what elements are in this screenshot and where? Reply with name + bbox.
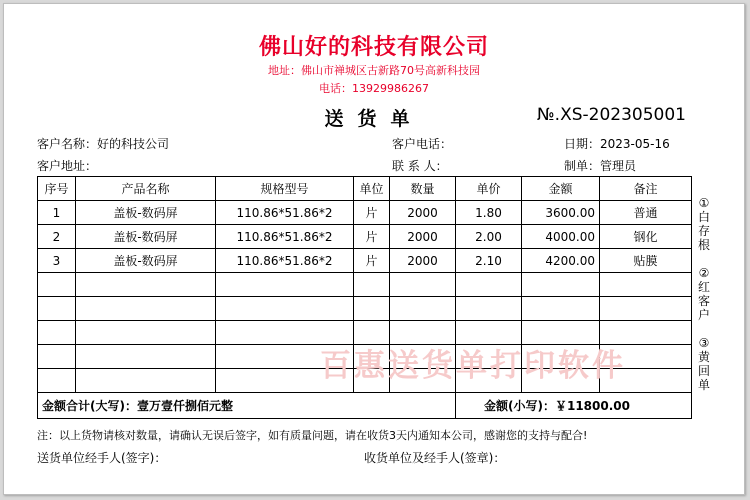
cell-unit: 片: [354, 201, 390, 225]
header-cell: 产品名称: [76, 177, 216, 201]
footer-note: 注：以上货物请核对数量，请确认无误后签字，如有质量问题，请在收货3天内通知本公司，感谢您的支持与配合!: [37, 429, 588, 442]
cell-amount: 4000.00: [522, 225, 600, 249]
header-cell: 备注: [600, 177, 692, 201]
cell-index: 1: [38, 201, 76, 225]
maker-field: [564, 157, 636, 174]
cell-product: 盖板-数码屏: [76, 249, 216, 273]
stub-white-copy: ①白存根: [697, 196, 710, 252]
cell-remark: 普通: [600, 201, 692, 225]
receiver-signature-label: 收货单位及经手人(签章)：: [364, 451, 506, 465]
cell-index: 2: [38, 225, 76, 249]
customer-name-field: [37, 135, 169, 152]
stub-yellow-copy: ③黄回单: [697, 336, 710, 392]
maker-label: 制单：: [564, 159, 601, 173]
date-label: 日期：: [564, 137, 601, 151]
company-address: 地址：佛山市禅城区古新路70号高新科技园: [268, 64, 480, 77]
customer-name-value: 好的科技公司: [97, 137, 170, 151]
stub-red-copy: ②红客户: [697, 266, 710, 322]
sender-signature-label: 送货单位经手人(签字)：: [37, 451, 167, 465]
company-name: 佛山好的科技有限公司: [258, 34, 489, 60]
table-row: [38, 249, 692, 273]
cell-unit-price: 1.80: [456, 201, 522, 225]
cell-spec: 110.86*51.86*2: [216, 249, 354, 273]
table-header-row: [38, 177, 692, 201]
company-phone: 电话：13929986267: [319, 82, 429, 95]
contact-person-label: 联 系 人：: [392, 159, 448, 173]
table-row: [38, 225, 692, 249]
customer-address-field: [37, 157, 97, 174]
cell-quantity: 2000: [390, 249, 456, 273]
cell-remark: 贴膜: [600, 249, 692, 273]
header-cell: 单位: [354, 177, 390, 201]
customer-phone-label: 客户电话：: [392, 137, 453, 151]
cell-spec: 110.86*51.86*2: [216, 201, 354, 225]
cell-unit: 片: [354, 249, 390, 273]
empty-row: [38, 297, 692, 321]
cell-unit-price: 2.00: [456, 225, 522, 249]
contact-person-field: [392, 157, 448, 174]
date-value: 2023-05-16: [600, 137, 670, 151]
cell-product: 盖板-数码屏: [76, 225, 216, 249]
document-title: 送货单: [324, 108, 424, 130]
cell-unit: 片: [354, 225, 390, 249]
cell-unit-price: 2.10: [456, 249, 522, 273]
cell-quantity: 2000: [390, 225, 456, 249]
total-lower-value: ￥11800.00: [554, 399, 630, 413]
empty-row: [38, 273, 692, 297]
customer-address-label: 客户地址：: [37, 159, 98, 173]
total-upper-cell: [38, 393, 456, 419]
cell-spec: 110.86*51.86*2: [216, 225, 354, 249]
table-row: [38, 201, 692, 225]
header-cell: 序号: [38, 177, 76, 201]
cell-quantity: 2000: [390, 201, 456, 225]
document-number: №.XS-202305001: [537, 105, 686, 125]
header-cell: 规格型号: [216, 177, 354, 201]
watermark: 百惠送货单打印软件: [320, 348, 626, 384]
cell-index: 3: [38, 249, 76, 273]
customer-name-label: 客户名称：: [37, 137, 98, 151]
total-row: [38, 393, 692, 419]
cell-remark: 钢化: [600, 225, 692, 249]
delivery-note-sheet: [3, 3, 745, 495]
customer-phone-field: [392, 135, 452, 152]
maker-value: 管理员: [600, 159, 637, 173]
cell-amount: 4200.00: [522, 249, 600, 273]
date-field: [564, 135, 670, 152]
total-lower-cell: [456, 393, 692, 419]
header-cell: 单价: [456, 177, 522, 201]
cell-amount: 3600.00: [522, 201, 600, 225]
header-cell: 数量: [390, 177, 456, 201]
total-upper-value: 壹万壹仟捌佰元整: [136, 399, 233, 413]
header-cell: 金额: [522, 177, 600, 201]
cell-product: 盖板-数码屏: [76, 201, 216, 225]
total-upper-label: 金额合计(大写)：: [42, 399, 137, 413]
total-lower-label: 金额(小写)：: [484, 399, 555, 413]
